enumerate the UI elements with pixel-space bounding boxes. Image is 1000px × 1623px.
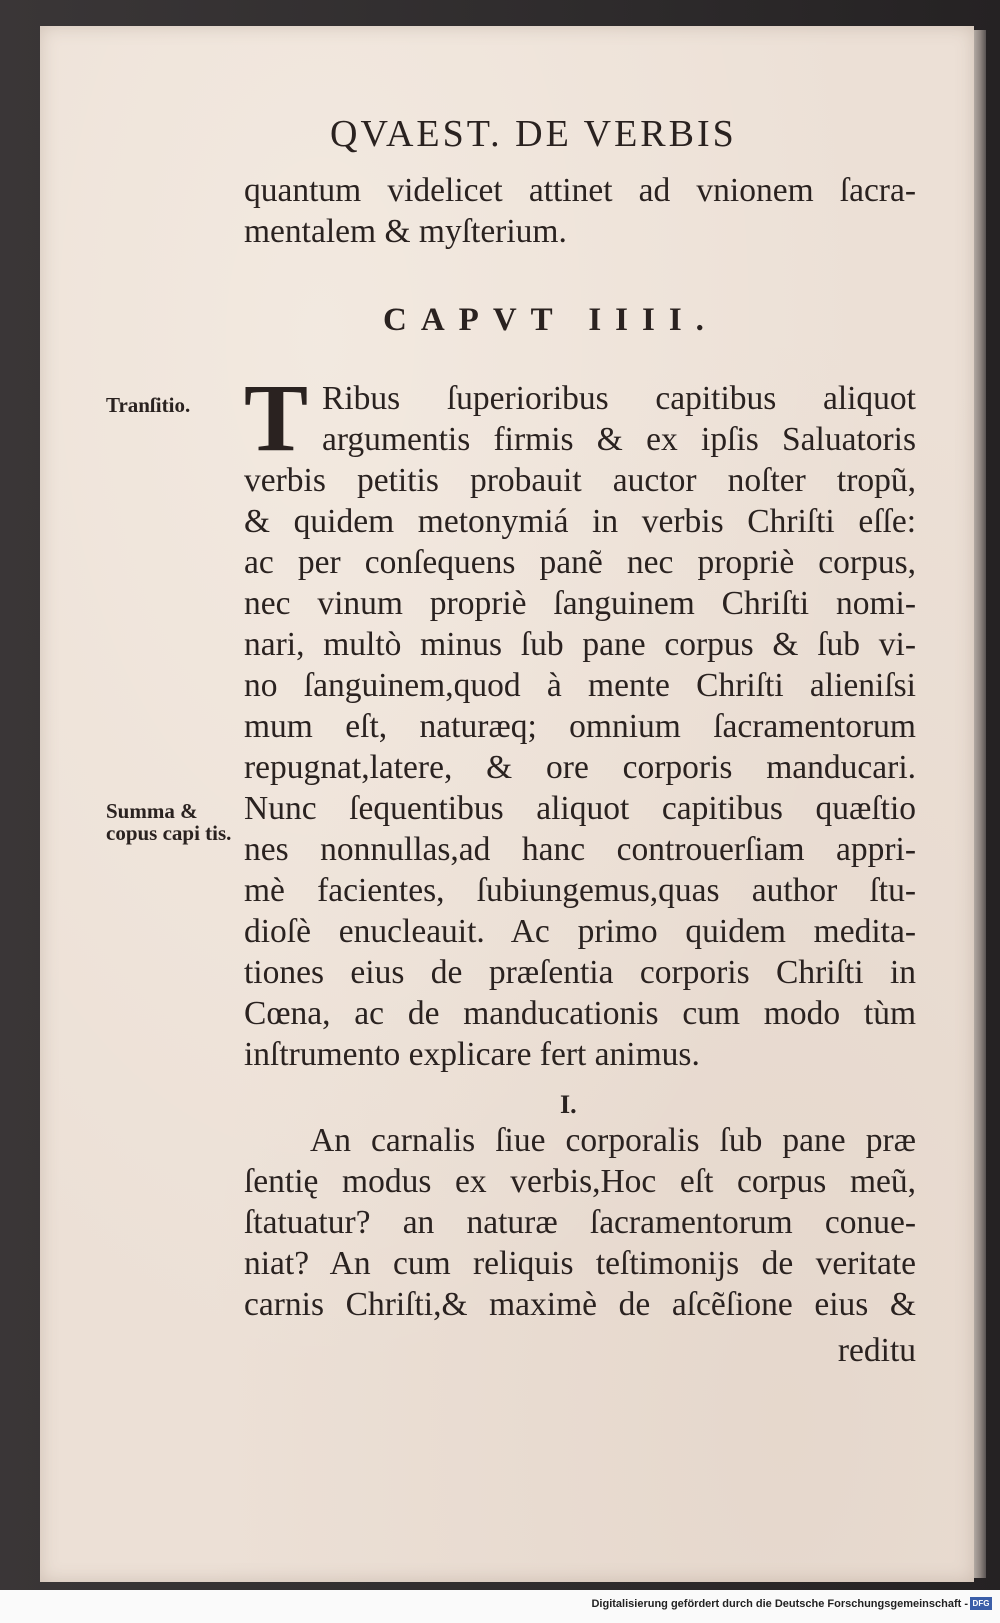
drop-capital: T [244,364,309,471]
catchword: reditu [837,1332,916,1369]
paragraph-line: Nunc ſequentibus aliquot capitibus quæſtio [244,790,916,827]
paragraph-line: nari, multò minus ſub pane corpus & ſub vi- [244,626,916,663]
chapter-heading: CAPVT IIII. [383,302,718,338]
paragraph-line: ac per conſequens panẽ nec propriè corpus, [244,544,916,581]
margin-note-summa: Summa & copus capi tis. [106,799,232,845]
paragraph-line: tiones eius de præſentia corporis Chriſti in [244,954,916,991]
page-edge [972,30,986,1578]
question-line: niat? An cum reliquis teſtimonijs de veritate [244,1245,916,1282]
paragraph-line: mè facientes, ſubiungemus,quas author ſtu- [244,872,916,909]
section-number: I. [560,1090,577,1119]
question-line: ſentię modus ex verbis,Hoc eſt corpus meũ, [244,1163,916,1200]
paragraph-line: & quidem metonymiá in verbis Chriſti eſſe: [244,503,916,540]
question-line: carnis Chriſti,& maximè de aſcẽſione eius & [244,1286,916,1323]
paragraph-line: repugnat,latere, & ore corporis manducari. [244,749,916,786]
paragraph-line: mum eſt, naturæq; omnium ſacramentorum [244,708,916,745]
intro-line: quantum videlicet attinet ad vnionem ſacra- [244,172,916,209]
running-header: QVAEST. DE VERBIS [330,113,737,155]
paragraph-line: Ribus ſuperioribus capitibus aliquot [322,380,916,417]
intro-line: mentalem & myſterium. [244,213,567,250]
paragraph-line: argumentis firmis & ex ipſis Saluatoris [322,421,916,458]
paragraph-line: nes nonnullas,ad hanc controuerſiam appri- [244,831,916,868]
margin-note-transitio: Tranſitio. [106,393,191,417]
question-line: ſtatuatur? an naturæ ſacramentorum conue- [244,1204,916,1241]
paragraph-line: inſtrumento explicare fert animus. [244,1036,700,1073]
paragraph-line: nec vinum propriè ſanguinem Chriſti nomi- [244,585,916,622]
paragraph-line: verbis petitis probauit auctor noſter tropũ, [244,462,916,499]
dfg-logo-icon: DFG [970,1597,992,1610]
paragraph-line: no ſanguinem,quod à mente Chriſti alieniſsi [244,667,916,704]
question-line: An carnalis ſiue corporalis ſub pane præ [310,1122,916,1159]
paragraph-line: dioſè enucleauit. Ac primo quidem medita- [244,913,916,950]
paragraph-line: Cœna, ac de manducationis cum modo tùm [244,995,916,1032]
funding-credit: Digitalisierung gefördert durch die Deutsche Forschungsgemeinschaft - [591,1598,968,1610]
